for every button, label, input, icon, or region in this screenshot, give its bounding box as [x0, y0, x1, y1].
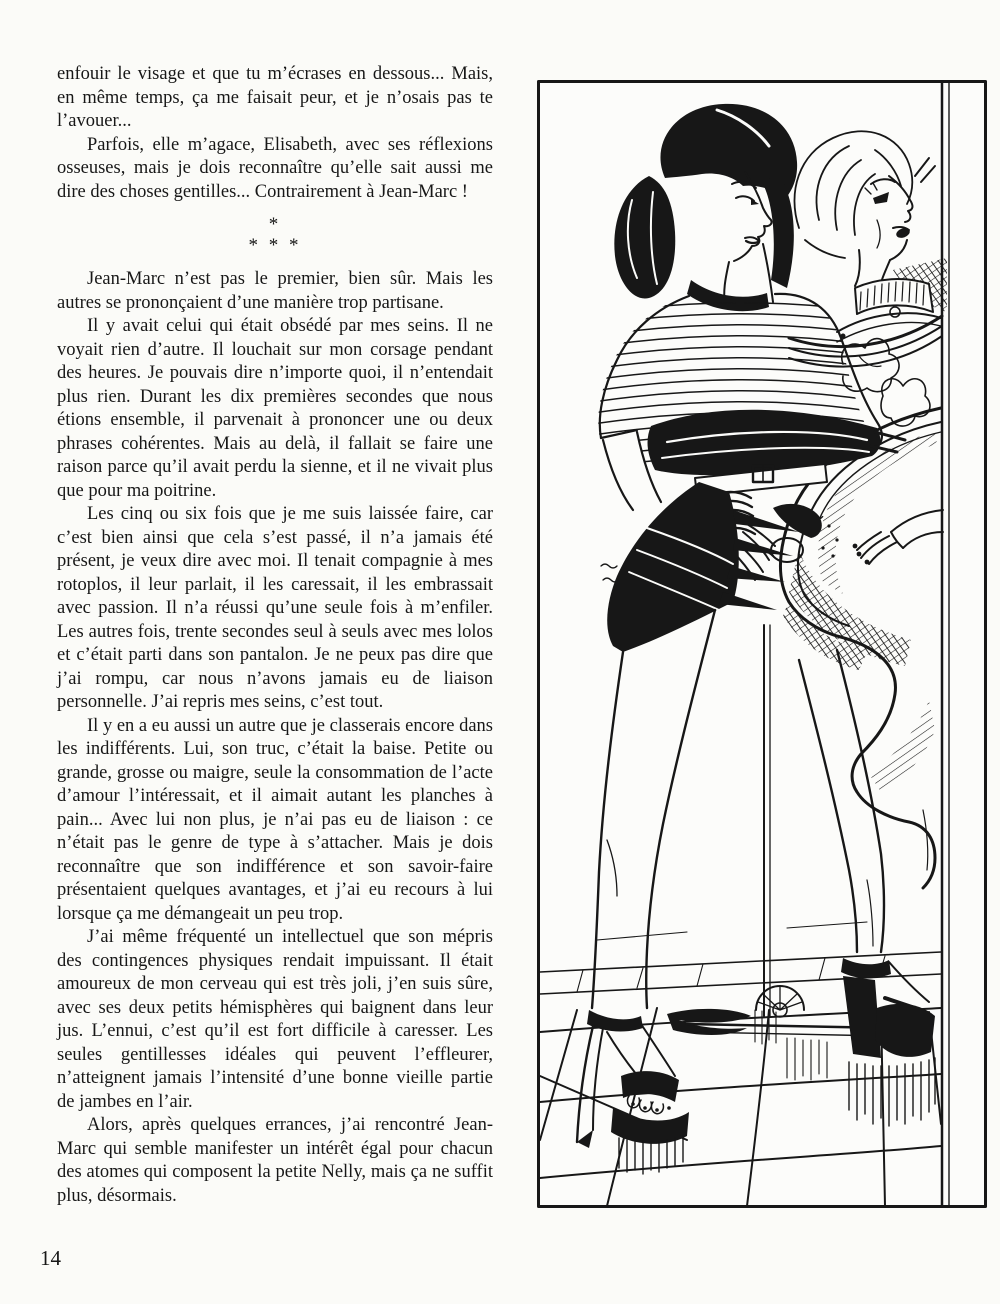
paragraph: Alors, après quelques errances, j’ai rencontré Jean-Marc qui semble manifester un intérêt égal pour chacun des atomes qui composent la petite Nelly, mais ça ne suffit plus, désormais. — [57, 1115, 493, 1206]
paragraph: Parfois, elle m’agace, Elisabeth, avec ses réflexions osseuses, mais je dois reconnaître qu’elle sait aussi me dire des choses gentilles... Contrairement à Jean-Marc ! — [57, 134, 493, 202]
text-column — [57, 63, 493, 1208]
comic-illustration — [537, 80, 987, 1208]
paragraph: Il y avait celui qui était obsédé par mes seins. Il ne voyait rien d’autre. Il louchait sur mon corsage pendant des heures. Je pouvais dire n’importe quoi, il n’entendait plus rien. Durant les dix premières secondes que nous étions ensemble, il parvenait à prononcer une ou deux phrases cohérentes. Mais au delà, il fallait se faire une raison parce qu’il avait perdu la sienne, et il ne vivait plus que pour ma poitrine. — [57, 316, 493, 501]
section-break-star: * — [268, 214, 282, 235]
page-number: 14 — [40, 1246, 61, 1270]
section-break — [57, 214, 493, 256]
paragraph: Les cinq ou six fois que je me suis laissée faire, car c’est bien ainsi que cela s’est passé, il n’a jamais été présent, je veux dire avec moi. Il tenait compagnie à mes rotoplos, il leur parlait, il les caressait, il les embrassait avec passion. Il n’a réussi qu’une seule fois à m’enfiler. Les autres fois, trente secondes seul à seuls avec mes lolos et c’était parti dans son pantalon. Je ne peux pas dire que j’ai rompu, car nous n’avons jamais eu de liaison personnelle. J’ai repris mes seins, c’est tout. — [57, 504, 493, 712]
paragraph: J’ai même fréquenté un intellectuel que son mépris des contingences physiques rendait impuissant. Il était amoureux de mon cerveau qui est très joli, j’en suis sûre, avec ses deux petits hémisphères qui baignent dans leur jus. L’ennui, c’est qu’il est fort difficile à caresser. Les seules gentillesses idéales qui peuvent l’effleurer, n’atteignent jamais l’intensité d’une bonne vieille partie de jambes en l’air. — [57, 927, 493, 1112]
paragraph: Jean-Marc n’est pas le premier, bien sûr. Mais les autres se prononçaient d’une manière trop partisane. — [57, 269, 493, 313]
section-break-stars: * * * — [248, 235, 302, 256]
paragraph: enfouir le visage et que tu m’écrases en dessous... Mais, en même temps, ça me faisait peur, et je n’osais pas te l’avouer... — [57, 64, 493, 131]
paragraph: Il y en a eu aussi un autre que je classerais encore dans les indifférents. Lui, son truc, c’était la baise. Petite ou grande, grosse ou maigre, seule la consommation de l’acte d’amour l’intéressait, et il aimait autant les planches à pain... Avec lui non plus, je n’ai pas eu de liaison : ce n’était pas le genre de type à s’attacher. Mais je dois reconnaître que son indifférence et son savoir-faire présentaient quelques avantages, et j’ai eu recours à lui lorsque ça me démangeait un peu trop. — [57, 715, 493, 924]
